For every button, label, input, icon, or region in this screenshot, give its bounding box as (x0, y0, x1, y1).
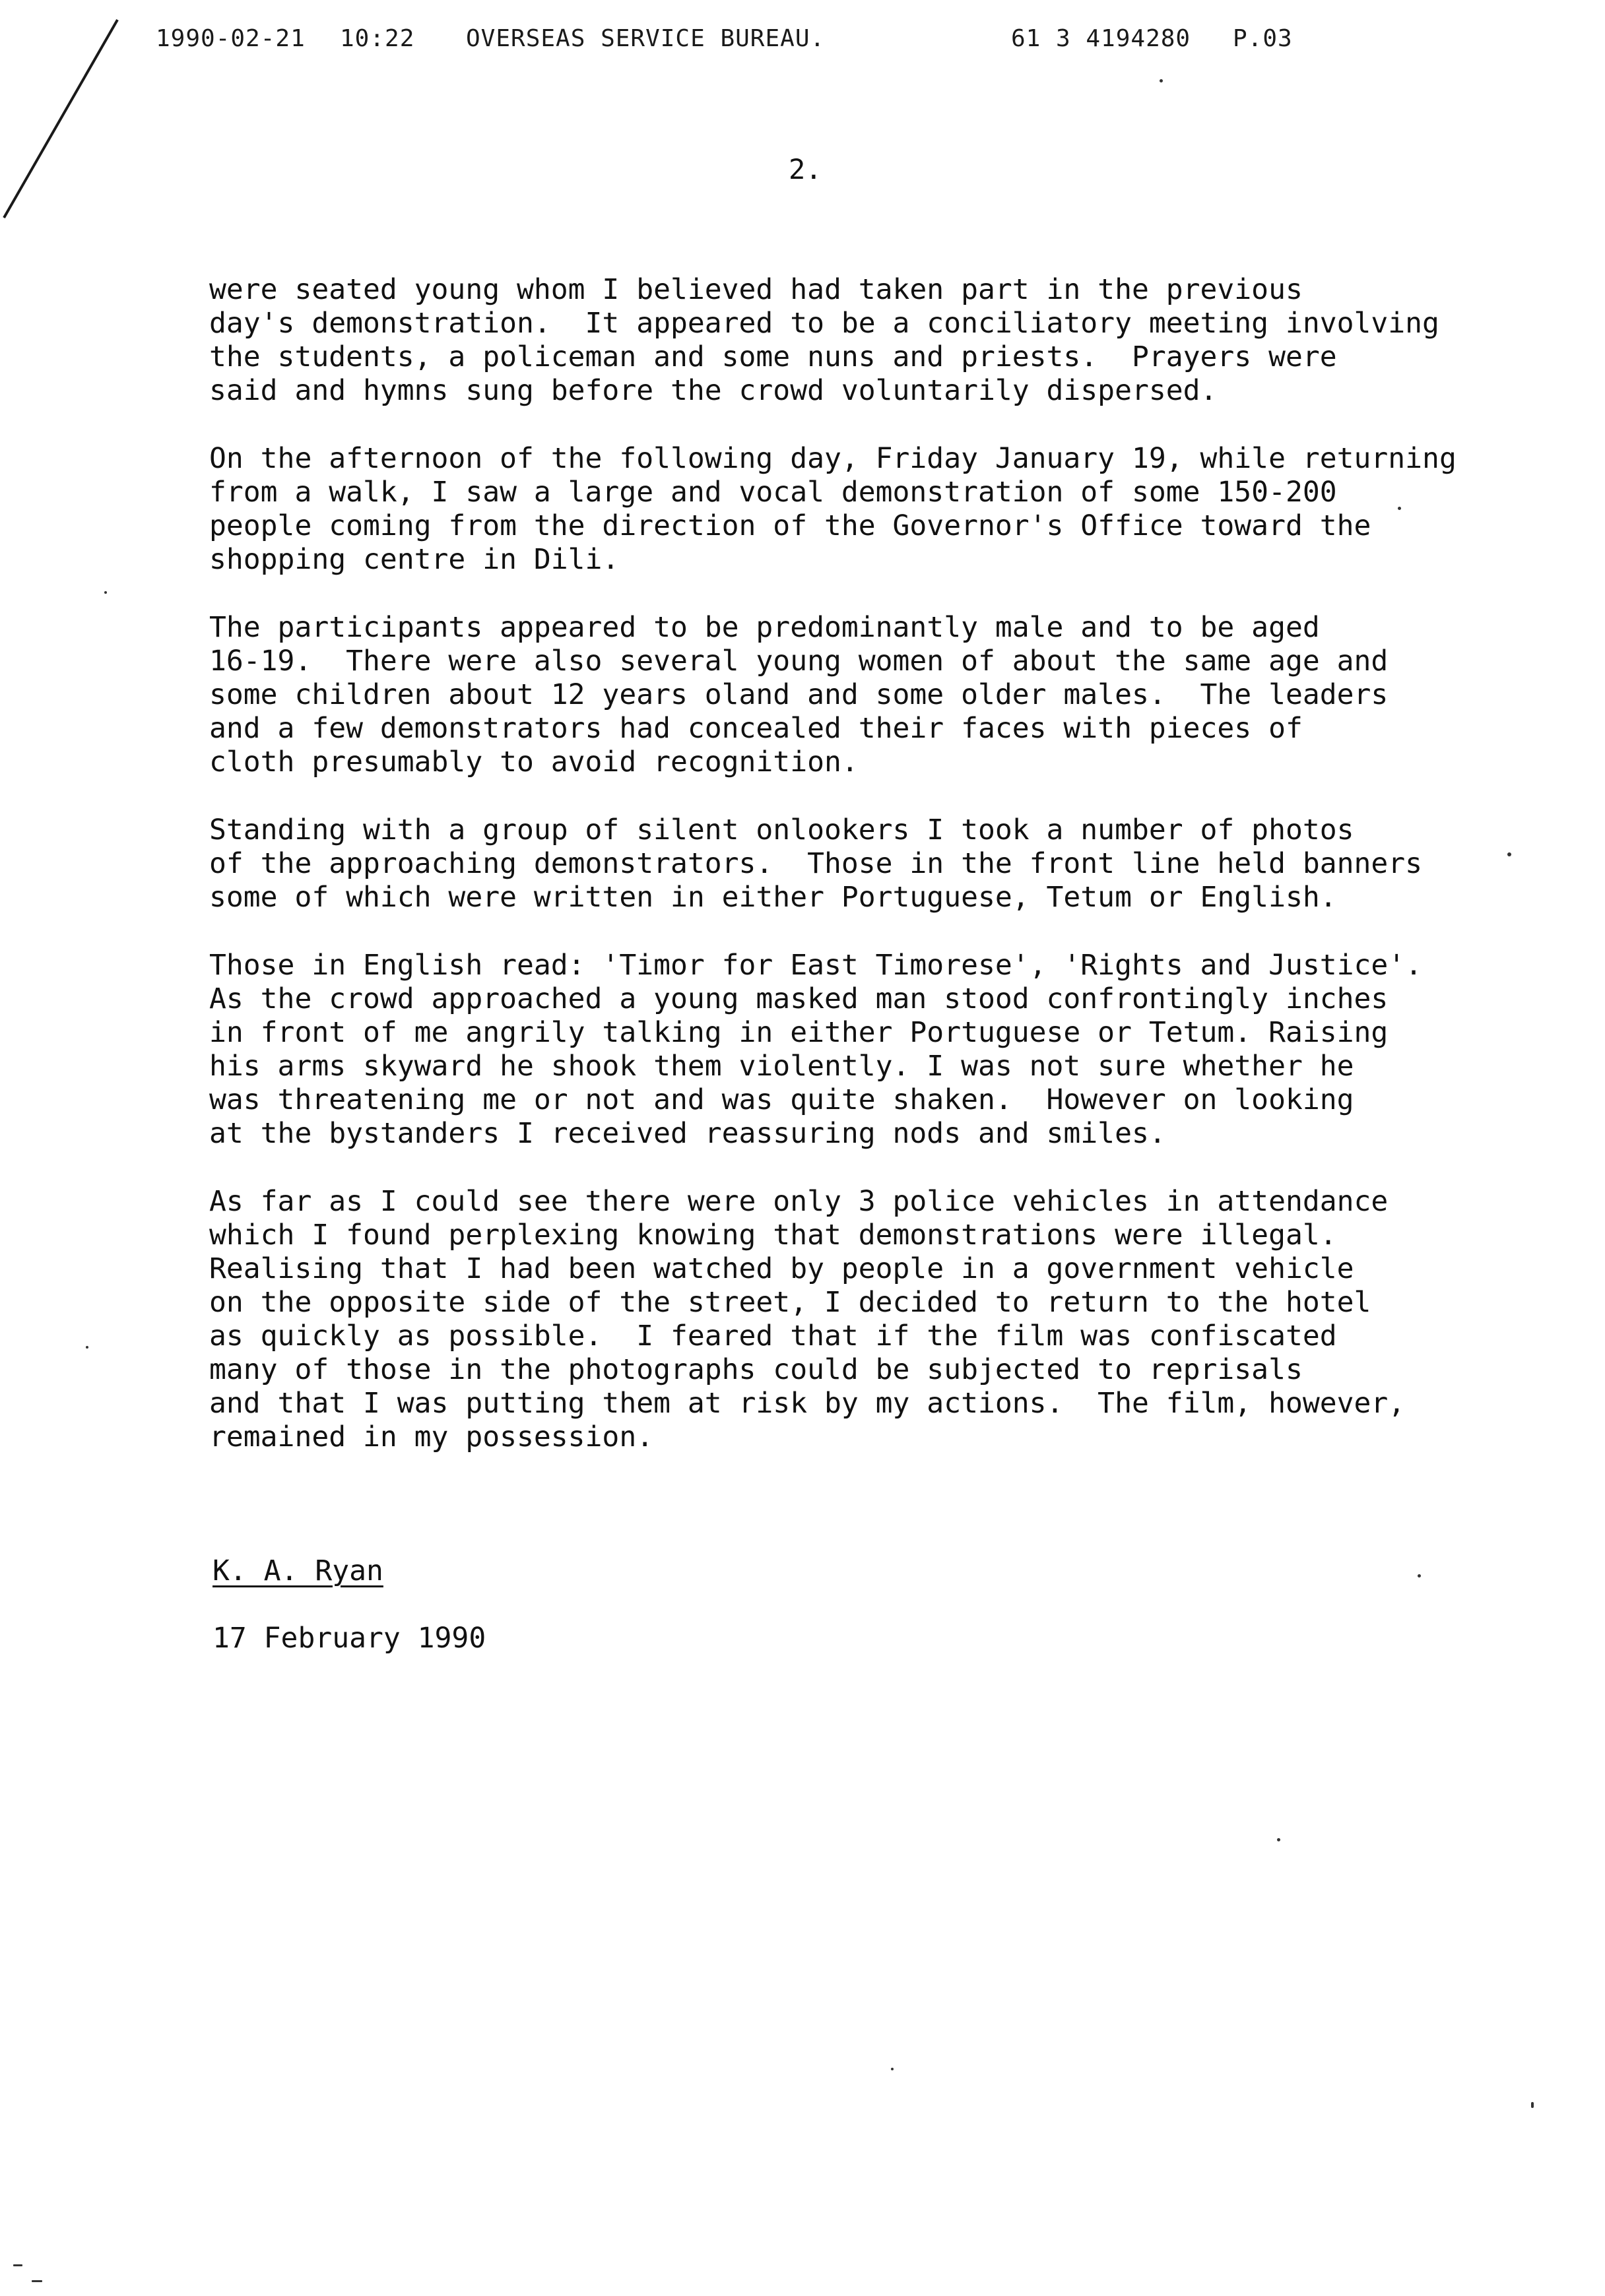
fax-transmission-header (0, 25, 1605, 65)
text-line: at the bystanders I received reassuring nods and smiles. (209, 1117, 1166, 1150)
text-line: on the opposite side of the street, I decided to return to the hotel (209, 1286, 1371, 1319)
paragraph-5 (209, 949, 1463, 1151)
text-line: his arms skyward he shook them violently. I was not sure whether he (209, 1050, 1354, 1083)
text-line: 16-19. There were also several young women of about the same age and (209, 645, 1389, 678)
text-line: some children about 12 years oland and some older males. The leaders (209, 678, 1389, 711)
text-line: The participants appeared to be predominantly male and to be aged (209, 611, 1320, 644)
text-line: remained in my possession. (209, 1420, 654, 1453)
paragraph-3 (209, 611, 1463, 779)
scan-speck (1398, 507, 1401, 510)
signature-name: K. A. Ryan (213, 1554, 383, 1587)
scan-speck (1507, 852, 1511, 856)
letter-body (209, 273, 1463, 1488)
fax-phone-number: 61 3 4194280 (1011, 25, 1191, 52)
text-line: Realising that I had been watched by people in a government vehicle (209, 1252, 1354, 1285)
text-line: said and hymns sung before the crowd voluntarily dispersed. (209, 374, 1218, 407)
text-line: in front of me angrily talking in either Portuguese or Tetum. Raising (209, 1016, 1389, 1049)
text-line: Those in English read: 'Timor for East Timorese', 'Rights and Justice'. (209, 949, 1423, 982)
text-line: some of which were written in either Portuguese, Tetum or English. (209, 881, 1337, 914)
scan-speck (104, 591, 107, 594)
scan-speck (1418, 1574, 1421, 1578)
scan-speck (32, 2280, 42, 2282)
scan-speck (86, 1346, 88, 1349)
paragraph-1 (209, 273, 1463, 408)
text-line: and that I was putting them at risk by my actions. The film, however, (209, 1387, 1406, 1420)
text-line: On the afternoon of the following day, Friday January 19, while returning (209, 442, 1457, 475)
paragraph-2 (209, 442, 1463, 577)
text-line: the students, a policeman and some nuns and priests. Prayers were (209, 340, 1337, 373)
text-line: were seated young whom I believed had taken part in the previous (209, 273, 1303, 306)
fax-sender: OVERSEAS SERVICE BUREAU. (466, 25, 826, 52)
text-line: from a walk, I saw a large and vocal demonstration of some 150-200 (209, 476, 1337, 509)
text-line: of the approaching demonstrators. Those in the front line held banners (209, 847, 1423, 880)
text-line: was threatening me or not and was quite shaken. However on looking (209, 1083, 1354, 1116)
scan-speck (1160, 79, 1163, 82)
fax-time: 10:22 (340, 25, 415, 52)
scan-speck (891, 2068, 894, 2070)
text-line: many of those in the photographs could be subjected to reprisals (209, 1353, 1303, 1386)
paragraph-6 (209, 1185, 1463, 1454)
text-line: as quickly as possible. I feared that if the film was confiscated (209, 1320, 1337, 1353)
text-line: which I found perplexing knowing that demonstrations were illegal. (209, 1219, 1337, 1252)
fax-page-ref: P.03 (1233, 25, 1293, 52)
text-line: shopping centre in Dili. (209, 543, 620, 576)
text-line: As the crowd approached a young masked man stood confrontingly inches (209, 982, 1389, 1015)
text-line: As far as I could see there were only 3 police vehicles in attendance (209, 1185, 1389, 1218)
scan-speck (1277, 1838, 1280, 1841)
text-line: cloth presumably to avoid recognition. (209, 746, 859, 779)
text-line: and a few demonstrators had concealed their faces with pieces of (209, 712, 1303, 745)
scan-speck (1531, 2102, 1534, 2108)
text-line: Standing with a group of silent onlookers I took a number of photos (209, 813, 1354, 846)
fax-date: 1990-02-21 (156, 25, 306, 52)
text-line: people coming from the direction of the Governor's Office toward the (209, 509, 1371, 542)
page-number: 2. (789, 153, 822, 185)
text-line: day's demonstration. It appeared to be a conciliatory meeting involving (209, 307, 1439, 340)
scan-speck (13, 2264, 22, 2266)
signed-date: 17 February 1990 (213, 1622, 486, 1655)
paragraph-4 (209, 813, 1463, 914)
